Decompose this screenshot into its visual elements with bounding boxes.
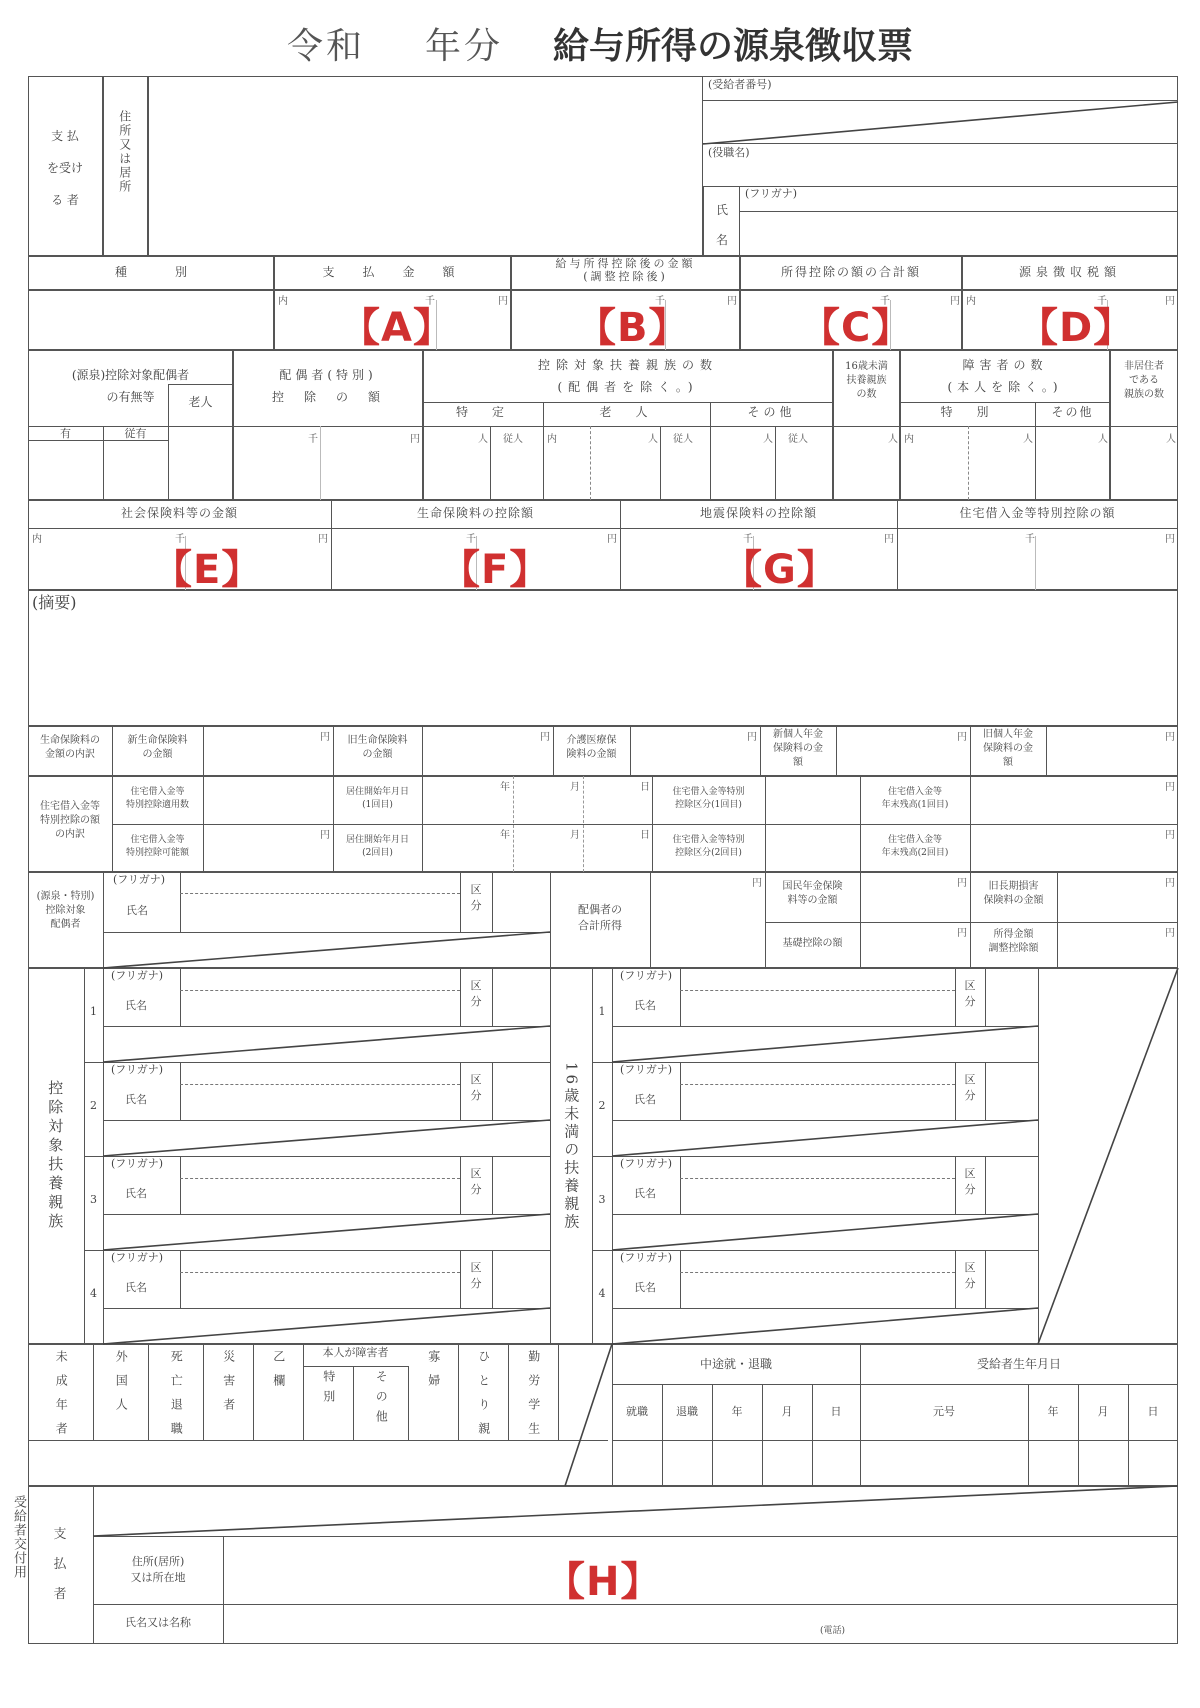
dependent-name-field[interactable]	[682, 1274, 953, 1306]
dependent-kubun-label: 区 分	[470, 1167, 482, 1196]
category2-label: 住宅借入金等特別 控除区分(2回目)	[672, 835, 745, 858]
row-col	[180, 1156, 181, 1214]
unit-en: 円	[957, 732, 967, 743]
unit-jyu: 従人	[673, 434, 693, 445]
payer-section-label: 支 払 者	[53, 1527, 67, 1602]
status-disaster-label: 災害者	[221, 1350, 236, 1422]
unit-nin: 人	[648, 434, 658, 445]
unit-nin: 人	[1166, 434, 1176, 445]
rojin-label: 老 人	[599, 405, 654, 419]
title-year-suffix: 年分	[424, 26, 503, 67]
tokubetsu-label: 特 別	[940, 405, 995, 419]
dependent-name-field[interactable]	[182, 992, 458, 1024]
row-col	[680, 1062, 681, 1120]
housing-loan-label: 住宅借入金等特別控除の額	[959, 506, 1116, 520]
employ-label: 就職	[626, 1405, 648, 1418]
status-col-line	[253, 1344, 254, 1440]
row-line	[103, 1026, 550, 1027]
unit-en: 円	[957, 878, 967, 889]
row-col	[680, 1250, 681, 1308]
unit-sen: 千	[175, 534, 185, 545]
payer-name-label: 氏名又は名称	[125, 1616, 191, 1629]
address-label: 住所又は居所	[117, 110, 132, 194]
dependent-kubun-label: 区 分	[964, 979, 976, 1008]
row-col	[492, 1156, 493, 1214]
dependent-name-field[interactable]	[182, 1274, 458, 1306]
row-col	[492, 1250, 493, 1308]
status-death-retire-label: 死亡退職	[169, 1350, 184, 1446]
status-col-line	[408, 1366, 409, 1440]
row-dash	[180, 1178, 460, 1179]
unit-sen: 千	[880, 296, 890, 307]
summary-field[interactable]	[28, 590, 1178, 726]
unit-en: 円	[747, 732, 757, 743]
unit-en: 円	[727, 296, 737, 307]
unit-en: 円	[950, 296, 960, 307]
row-dash	[680, 990, 955, 991]
unit-nin: 人	[763, 434, 773, 445]
address-field[interactable]	[148, 76, 703, 256]
unit-en: 円	[957, 928, 967, 939]
form-title	[0, 18, 1200, 69]
recipient-no-field[interactable]	[703, 100, 1178, 144]
care-label: 介護医療保 険料の金額	[566, 735, 617, 760]
header-payment: 支 払 金 額	[322, 265, 463, 279]
new-pension-label: 新個人年金 保険料の金 額	[773, 729, 823, 768]
unit-tsuki: 月	[570, 782, 580, 793]
unit-tsuki: 月	[570, 830, 580, 841]
birth-label: 受給者生年月日	[976, 1357, 1061, 1371]
row-col	[955, 1062, 956, 1120]
name-furigana-label: (フリガナ)	[745, 187, 798, 200]
unit-uchi: 内	[32, 534, 42, 545]
payer-name-field[interactable]	[225, 1606, 1176, 1642]
row-col	[492, 968, 493, 1026]
status-otsu-field[interactable]	[254, 1441, 302, 1485]
applicable-count-label: 住宅借入金等 特別控除適用数	[125, 787, 189, 810]
dependents-right-label: 16歳未満の扶養親族	[562, 1062, 581, 1232]
dependent-row-number: 2	[598, 1099, 606, 1112]
unit-en: 円	[1165, 830, 1175, 841]
unit-hi: 日	[640, 782, 650, 793]
row-line	[103, 1308, 550, 1309]
new-life-label: 新生命保険料 の金額	[127, 735, 188, 760]
nonresident-label: 非居住者 である 親族の数	[1124, 361, 1164, 400]
unit-nen: 年	[500, 830, 510, 841]
row-line	[612, 1214, 1038, 1215]
row-line	[612, 1120, 1038, 1121]
status-col-line	[148, 1344, 149, 1440]
unit-hi: 日	[830, 1405, 842, 1418]
dependent-furigana-label: (フリガナ)	[111, 1063, 164, 1076]
ari-label: 有	[60, 427, 71, 440]
status-foreigner-label: 外国人	[114, 1350, 129, 1422]
unit-nin: 人	[888, 434, 898, 445]
dependent-name-label: 氏名	[125, 1187, 147, 1200]
row-col	[180, 968, 181, 1026]
dependent-name-field[interactable]	[682, 1180, 953, 1212]
payer-address-label: 住所(居所) 又は所在地	[130, 1555, 186, 1584]
unit-en: 円	[1165, 782, 1175, 793]
row-line	[103, 1214, 550, 1215]
era-label: 元号	[933, 1405, 955, 1418]
self-disabled-label: 本人が障害者	[322, 1346, 389, 1359]
marker-g: 【G】	[722, 547, 838, 593]
status-minor-label: 未成年者	[54, 1350, 69, 1446]
unit-sen: 千	[655, 296, 665, 307]
payer-phone-label: (電話)	[820, 1626, 846, 1636]
title-era: 令和	[286, 26, 365, 67]
dependent-kubun-label: 区 分	[964, 1073, 976, 1102]
row-col	[180, 1250, 181, 1308]
dependent-row-number: 4	[598, 1287, 606, 1300]
dependent-name-field[interactable]	[182, 1086, 458, 1118]
tokutei-label: 特 定	[455, 405, 510, 419]
status-widow-label: 寡婦	[426, 1350, 441, 1398]
unit-nen: 年	[500, 782, 510, 793]
dependent-name-label: 氏名	[125, 999, 147, 1012]
payer-address-field[interactable]	[225, 1538, 1176, 1602]
unit-en: 円	[1165, 878, 1175, 889]
row-line	[612, 1026, 1038, 1027]
start-date1-label: 居住開始年月日 (1回目)	[345, 787, 409, 810]
header-withholding-tax: 源泉徴収税額	[1018, 265, 1121, 279]
header-total-deduction: 所得控除の額の合計額	[780, 265, 921, 279]
unit-en: 円	[884, 534, 894, 545]
dependent-furigana-label: (フリガナ)	[620, 1063, 673, 1076]
status-special-label: 特別	[321, 1370, 336, 1410]
unit-uchi: 内	[278, 296, 288, 307]
category1-label: 住宅借入金等特別 控除区分(1回目)	[672, 787, 745, 810]
unit-en: 円	[607, 534, 617, 545]
unit-en: 円	[320, 732, 330, 743]
position-label: (役職名)	[708, 146, 750, 159]
unit-tsuki: 月	[781, 1405, 793, 1418]
name-label: 氏 名	[715, 203, 728, 247]
dependent-furigana-label: (フリガナ)	[111, 969, 164, 982]
row-col	[492, 1062, 493, 1120]
unit-uchi: 内	[547, 434, 557, 445]
marker-f: 【F】	[440, 547, 551, 593]
spouse-furigana-label: (フリガナ)	[113, 873, 166, 886]
life-detail-label: 生命保険料の 金額の内訳	[40, 735, 100, 760]
recipient-name-field[interactable]	[742, 214, 1176, 254]
unit-en: 円	[318, 534, 328, 545]
status-working-student-field[interactable]	[509, 1441, 557, 1485]
old-life-label: 旧生命保険料 の金額	[347, 735, 408, 760]
spouse-name-label: 氏名	[126, 904, 148, 917]
unit-nin: 人	[1098, 434, 1108, 445]
dependent-furigana-label: (フリガナ)	[620, 969, 673, 982]
dependent-kubun-label: 区 分	[470, 1073, 482, 1102]
old-pension-label: 旧個人年金 保険料の金 額	[983, 729, 1033, 768]
dependent-name-label: 氏名	[125, 1093, 147, 1106]
row-dash	[180, 1272, 460, 1273]
dependent-name-field[interactable]	[682, 992, 953, 1024]
basic-deduction-label: 基礎控除の額	[782, 938, 843, 949]
status-death-retire-field[interactable]	[149, 1441, 202, 1485]
row-dash	[180, 1084, 460, 1085]
unit-nen: 年	[731, 1405, 743, 1418]
unit-en: 円	[1165, 534, 1175, 545]
dependent-kubun-label: 区 分	[964, 1167, 976, 1196]
header-after-deduction: 給与所得控除後の金額 (調整控除後)	[555, 257, 696, 283]
dependent-name-label: 氏名	[634, 1093, 656, 1106]
dependent-kubun-label: 区 分	[964, 1261, 976, 1290]
possible-amount-label: 住宅借入金等 特別控除可能額	[125, 835, 189, 858]
status-col-line	[458, 1344, 459, 1440]
marker-a: 【A】	[340, 305, 454, 351]
unit-sen: 千	[425, 296, 435, 307]
unit-en: 円	[410, 434, 420, 445]
row-col	[955, 1250, 956, 1308]
row-col	[955, 968, 956, 1026]
status-single-parent-field[interactable]	[459, 1441, 507, 1485]
status-other-field[interactable]	[354, 1441, 407, 1485]
dependents-left-label: 控除対象扶養親族	[46, 1080, 65, 1232]
social-insurance-label: 社会保険料等の金額	[120, 506, 238, 520]
sonota-label: その他	[747, 405, 796, 419]
dependent-furigana-label: (フリガナ)	[111, 1251, 164, 1264]
unit-nin: 人	[478, 434, 488, 445]
status-foreigner-field[interactable]	[94, 1441, 147, 1485]
unit-sen: 千	[1025, 534, 1035, 545]
row-line	[103, 1120, 550, 1121]
dependent-name-label: 氏名	[125, 1281, 147, 1294]
kind-field[interactable]	[30, 292, 272, 348]
unit-jyu: 従人	[503, 434, 523, 445]
disabled-count-label: 障害者の数 (本人を除く。)	[947, 358, 1063, 394]
housing-detail-label: 住宅借入金等 特別控除の額 の内訳	[40, 801, 100, 840]
status-col-line	[508, 1344, 509, 1440]
elderly-label: 老人	[188, 395, 213, 409]
unit-hi: 日	[1147, 1405, 1159, 1418]
status-col-line	[203, 1344, 204, 1440]
row-col	[680, 968, 681, 1026]
status-special-field[interactable]	[304, 1441, 352, 1485]
marker-h: 【H】	[545, 1559, 662, 1605]
start-date2-label: 居住開始年月日 (2回目)	[345, 835, 409, 858]
row-dash	[180, 990, 460, 991]
unit-en: 円	[752, 878, 762, 889]
unit-tsuki: 月	[1097, 1405, 1109, 1418]
row-dash	[680, 1084, 955, 1085]
balance2-label: 住宅借入金等 年末残高(2回目)	[881, 835, 949, 858]
sonota2-label: その他	[1051, 405, 1094, 419]
status-working-student-label: 勤労学生	[526, 1350, 541, 1446]
spouse-kubun-label: 区 分	[470, 883, 482, 912]
status-col-line	[93, 1344, 94, 1440]
status-otsu-label: 乙欄	[271, 1350, 286, 1398]
recipient-no-label: (受給者番号)	[708, 78, 772, 91]
adjustment-label: 所得金額 調整控除額	[988, 929, 1039, 954]
title-main: 給与所得の源泉徴収票	[553, 26, 914, 67]
recipient-section-label: 支 払 を受け る 者	[46, 129, 83, 207]
dependent-name-label: 氏名	[634, 1187, 656, 1200]
unit-en: 円	[1165, 928, 1175, 939]
row-col	[460, 1250, 461, 1308]
row-col	[180, 1062, 181, 1120]
unit-jyu: 従人	[788, 434, 808, 445]
retire-label: 退職	[676, 1405, 698, 1418]
spouse-deduction-label: 配偶者(特別) 控 除 の 額	[271, 368, 384, 404]
unit-en: 円	[1165, 732, 1175, 743]
name-furigana-field[interactable]	[740, 186, 1178, 212]
unit-en: 円	[540, 732, 550, 743]
balance1-label: 住宅借入金等 年末残高(1回目)	[881, 787, 949, 810]
earthquake-insurance-label: 地震保険料の控除額	[699, 506, 817, 520]
row-dash	[680, 1272, 955, 1273]
life-insurance-label: 生命保険料の控除額	[416, 506, 534, 520]
dependent-row-number: 1	[90, 1005, 97, 1018]
row-col	[955, 1156, 956, 1214]
midterm-label: 中途就・退職	[699, 1357, 772, 1371]
spouse-existence-label: (源泉)控除対象配偶者 の有無等	[71, 368, 190, 404]
dependent-kubun-label: 区 分	[470, 1261, 482, 1290]
marker-b: 【B】	[576, 305, 690, 351]
row-dash	[680, 1178, 955, 1179]
status-single-parent-label: ひとり親	[476, 1350, 491, 1446]
status-minor-field[interactable]	[29, 1441, 92, 1485]
status-other-label: その他	[374, 1370, 389, 1430]
dependent-name-label: 氏名	[634, 999, 656, 1012]
unit-en: 円	[320, 830, 330, 841]
unit-sen: 千	[308, 434, 318, 445]
row-line	[612, 1308, 1038, 1309]
row-col	[460, 1156, 461, 1214]
dependent-kubun-label: 区 分	[470, 979, 482, 1008]
status-widow-field[interactable]	[409, 1441, 457, 1485]
unit-uchi: 内	[966, 296, 976, 307]
unit-sen: 千	[743, 534, 753, 545]
row-col	[680, 1156, 681, 1214]
dependent-row-number: 2	[90, 1099, 97, 1112]
marker-c: 【C】	[800, 305, 913, 351]
row-col	[985, 968, 986, 1026]
header-kind: 種 別	[114, 265, 187, 279]
ju-ari-label: 従有	[124, 427, 147, 440]
dependent-furigana-label: (フリガナ)	[620, 1157, 673, 1170]
unit-en: 円	[498, 296, 508, 307]
dependent-name-label: 氏名	[634, 1281, 656, 1294]
row-col	[460, 968, 461, 1026]
spouse-total-income-label: 配偶者の 合計所得	[578, 903, 622, 932]
payer-side-label: 受給者交付用	[10, 1495, 26, 1579]
under16-label: 16歳未満 扶養親族 の数	[845, 361, 888, 400]
dependent-furigana-label: (フリガナ)	[620, 1251, 673, 1264]
unit-sen: 千	[466, 534, 476, 545]
summary-label: (摘要)	[32, 593, 77, 612]
unit-en: 円	[1165, 296, 1175, 307]
row-col	[985, 1156, 986, 1214]
dependent-row-number: 4	[90, 1287, 97, 1300]
pension-label: 国民年金保険 料等の金額	[782, 881, 843, 906]
dependent-row-number: 3	[90, 1193, 97, 1206]
unit-nin: 人	[1023, 434, 1033, 445]
spouse-name-field[interactable]	[182, 895, 458, 930]
self-disabled-divider	[303, 1366, 408, 1367]
marker-e: 【E】	[152, 547, 263, 593]
dependent-furigana-label: (フリガナ)	[111, 1157, 164, 1170]
unit-uchi: 内	[904, 434, 914, 445]
dependent-name-field[interactable]	[182, 1180, 458, 1212]
status-col-line	[353, 1366, 354, 1440]
row-col	[460, 1062, 461, 1120]
dependent-row-number: 3	[598, 1193, 606, 1206]
row-col	[985, 1062, 986, 1120]
row-col	[985, 1250, 986, 1308]
unit-hi: 日	[640, 830, 650, 841]
unit-nen: 年	[1047, 1405, 1059, 1418]
status-disaster-field[interactable]	[204, 1441, 252, 1485]
old-ltc-label: 旧長期損害 保険料の金額	[983, 881, 1044, 906]
unit-sen: 千	[1097, 296, 1107, 307]
marker-d: 【D】	[1018, 305, 1135, 351]
dependents-count-label: 控除対象扶養親族の数 (配偶者を除く。)	[537, 358, 718, 394]
status-col-line	[558, 1344, 559, 1440]
dependent-name-field[interactable]	[682, 1086, 953, 1118]
dependent-row-number: 1	[598, 1005, 606, 1018]
spouse-detail-label: (源泉・特別) 控除対象 配偶者	[36, 891, 95, 930]
